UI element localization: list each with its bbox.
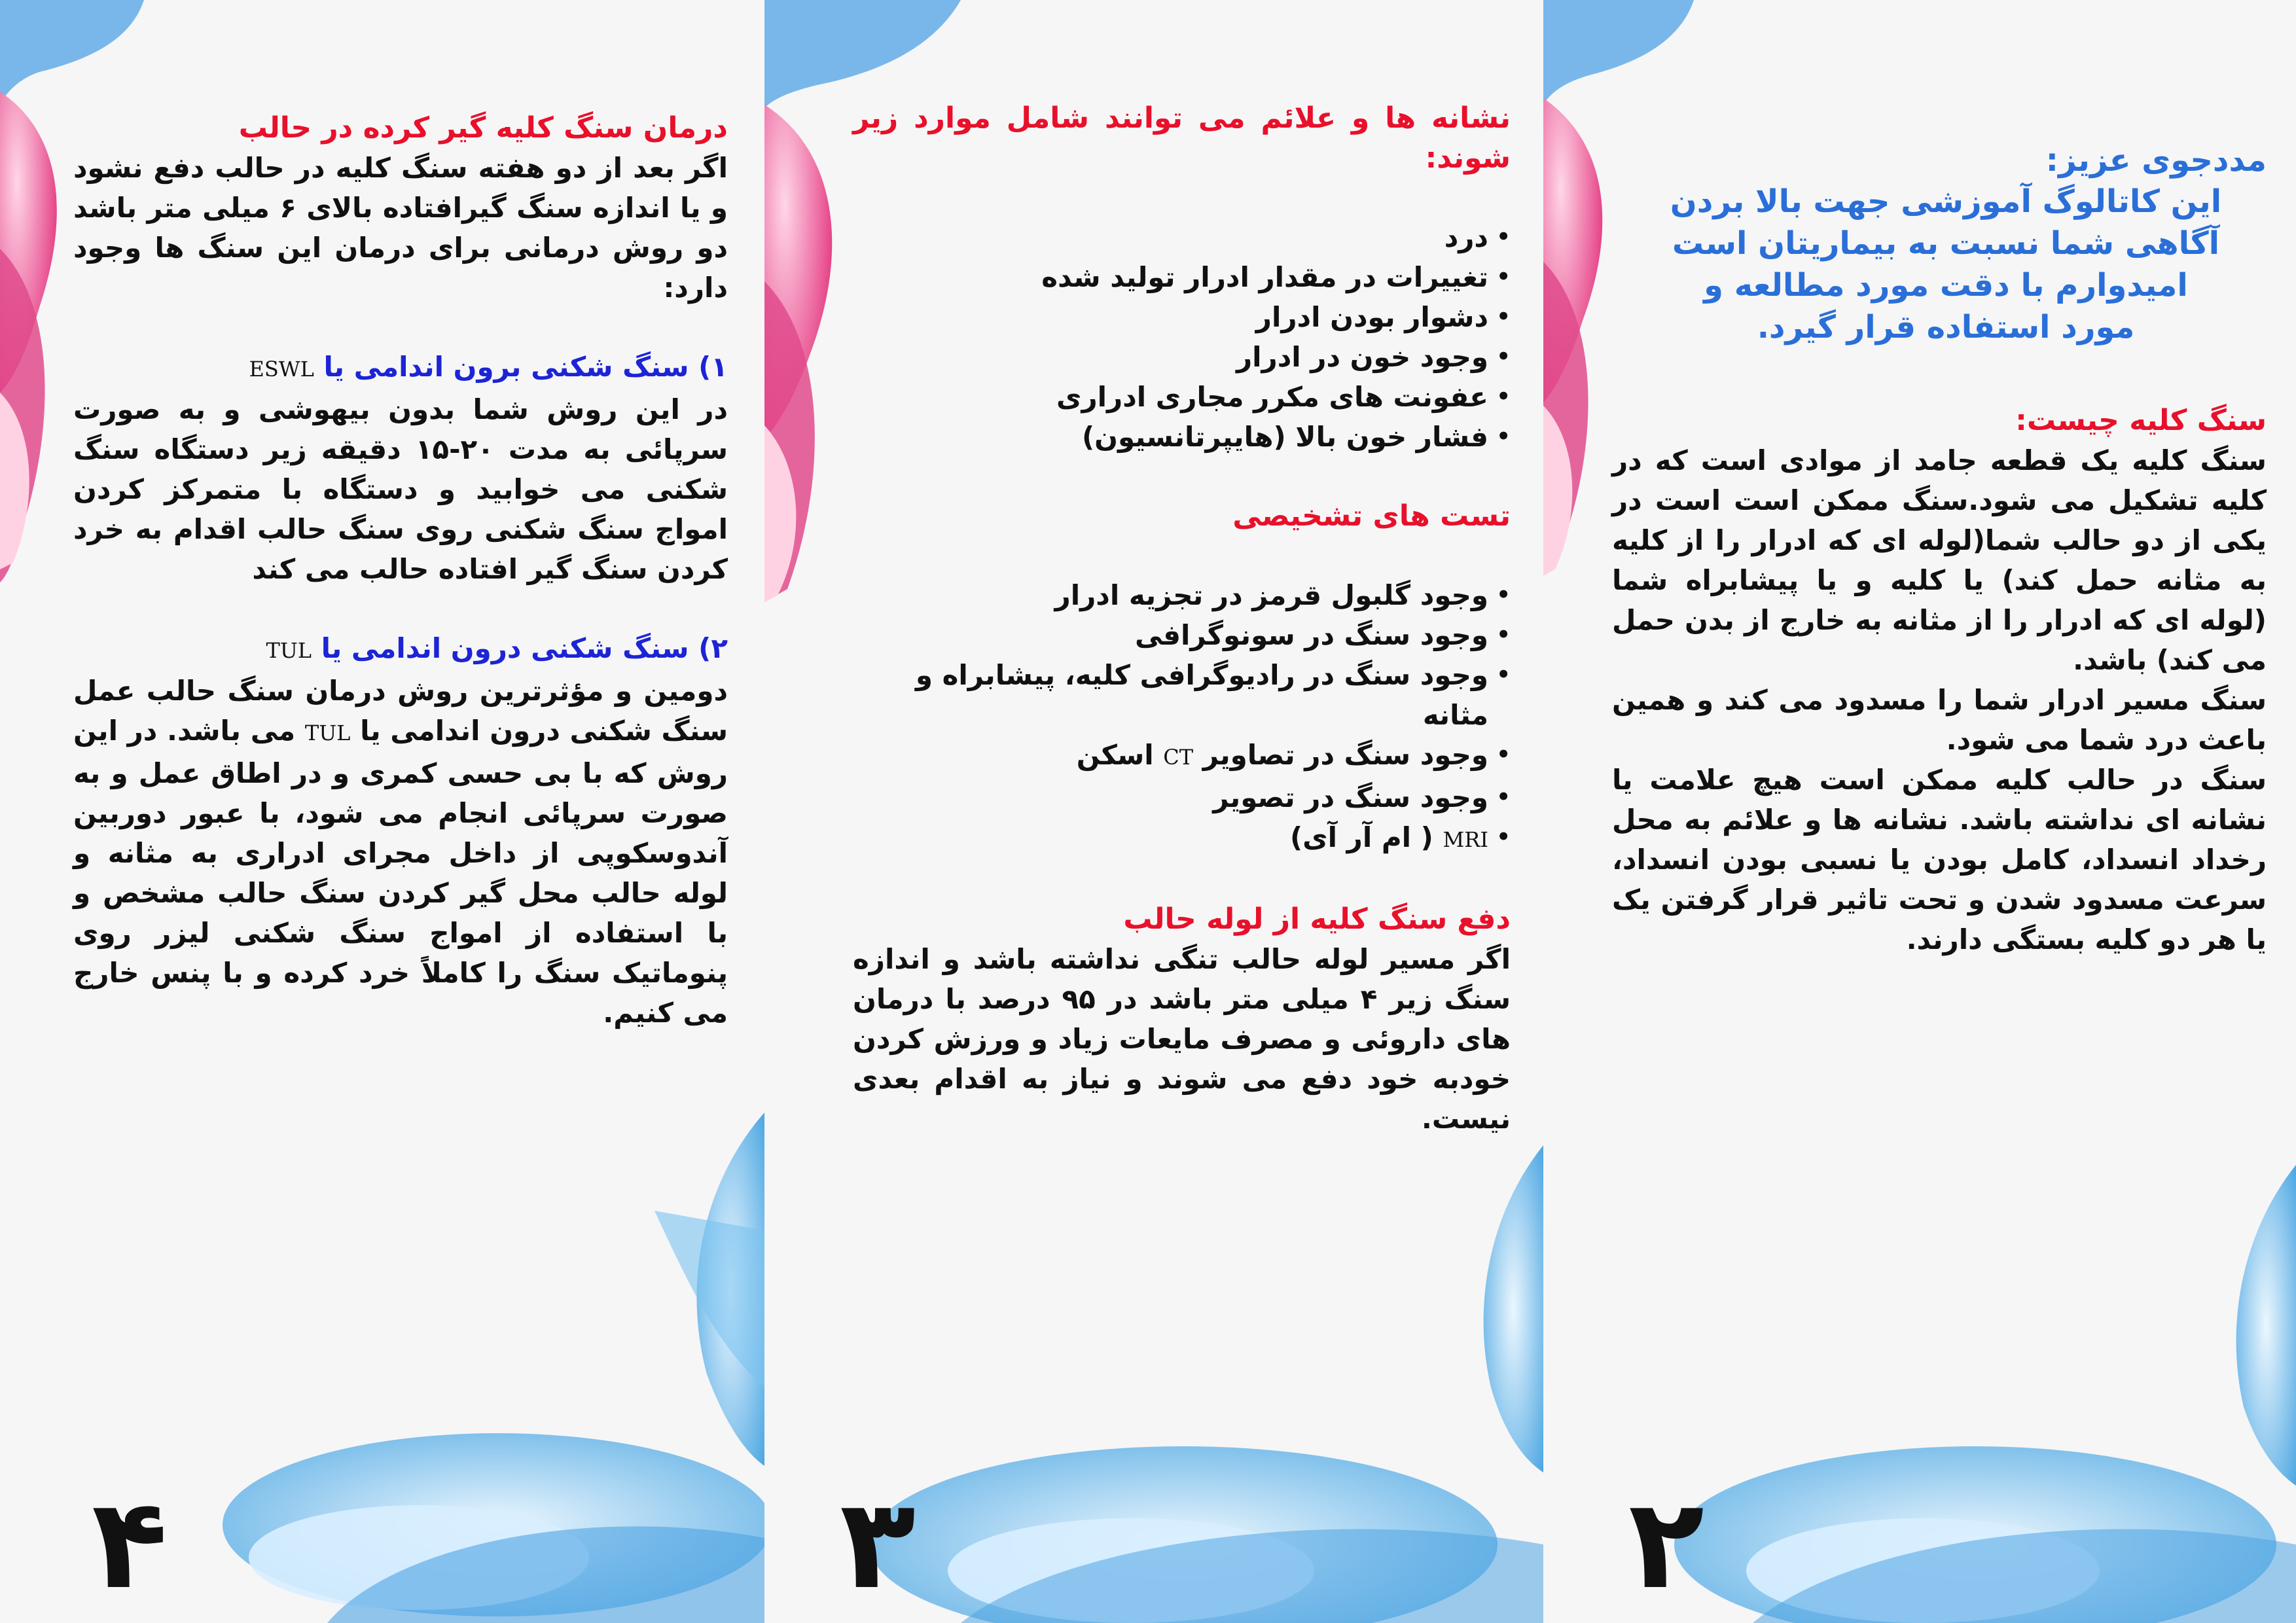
test-ct-a: وجود سنگ در تصاویر	[1202, 739, 1488, 771]
list-item: • وجود سنگ در سونوگرافی	[853, 615, 1511, 655]
panel-page-3	[764, 0, 1543, 1623]
panel-4-content	[73, 108, 728, 1033]
list-item: • وجود گلبول قرمز در تجزیه ادرار	[853, 575, 1511, 615]
test-mri-abbr: MRI	[1443, 827, 1488, 852]
method-2-title-text: سنگ شکنی درون اندامی یا	[321, 632, 689, 664]
method-2-text	[73, 671, 728, 1033]
list-item: • دشوار بودن ادرار	[853, 297, 1511, 337]
list-item	[853, 817, 1511, 860]
method-1-title	[73, 347, 728, 389]
spacer	[853, 178, 1511, 217]
greeting: مددجوی عزیز:	[2045, 142, 2267, 179]
test-ct-abbr: CT	[1163, 745, 1194, 770]
what-text-2: سنگ مسیر ادرار شما را مسدود می کند و همین باعث درد شما می شود.	[1612, 684, 2267, 756]
method-2-title	[73, 628, 728, 671]
passage-text: اگر مسیر لوله حالب تنگی نداشته باشد و اندازه سنگ زیر ۴ میلی متر باشد در ۹۵ درصد با درمان های داروئی و مصرف مایعات زیاد و ورزش کردن خودبه خود دفع می شوند و نیاز به اقدام بعدی نیست.	[853, 943, 1511, 1135]
what-text-1: سنگ کلیه یک قطعه جامد از موادی است که در کلیه تشکیل می شود.سنگ ممکن است است در یکی از دو حالب شما(لوله ای که ادرار را از کلیه به مثانه حمل کند) یا کلیه و یا پیشابراه شما (لوله ای که ادرار را از مثانه به خارج از بدن حمل می کند) باشد.	[1612, 444, 2267, 676]
spacer	[73, 308, 728, 347]
test-mri-b: ( ام آر آی)	[1289, 821, 1433, 853]
spacer	[853, 536, 1511, 575]
page-number: ۲	[1628, 1472, 1704, 1616]
list-item: • وجود سنگ در رادیوگرافی کلیه، پیشابراه و مثانه	[853, 655, 1511, 735]
method-2-abbr: TUL	[266, 638, 312, 663]
list-item: • درد	[853, 217, 1511, 257]
what-heading: سنگ کلیه چیست:	[2015, 404, 2267, 437]
spacer	[1612, 348, 2267, 401]
method-1-text: در این روش شما بدون بیهوشی و به صورت سرپائی به مدت ۲۰-۱۵ دقیقه زیر دستگاه سنگ شکنی می خوابید و دستگاه با متمرکز کردن امواج سنگ شکنی روی سنگ حالب اقدام به خرد کردن سنگ گیر افتاده حالب می کند	[73, 393, 728, 585]
panel-page-4	[0, 0, 764, 1623]
panel-page-2	[1543, 0, 2296, 1623]
spacer	[853, 457, 1511, 496]
list-item: • عفونت های مکرر مجاری ادراری	[853, 377, 1511, 417]
panel-3-content	[853, 98, 1511, 1139]
list-item: • وجود سنگ در تصویر	[853, 777, 1511, 817]
intro-text: این کاتالوگ آموزشی جهت بالا بردن آگاهی شما نسبت به بیماریتان است امیدوارم با دقت مورد مطالعه و مورد استفاده قرار گیرد.	[1670, 183, 2222, 346]
method-1-abbr: ESWL	[249, 357, 314, 382]
what-text-3: سنگ در حالب کلیه ممکن است هیچ علامت یا نشانه ای نداشته باشد. نشانه ها و علائم به محل رخداد انسداد، کامل بودن یا نسبی بودن انسداد، سرعت مسدود شدن و تحت تاثیر قرار گرفتن یک یا هر دو کلیه بستگی دارند.	[1612, 764, 2267, 955]
spacer	[853, 860, 1511, 899]
method-2-text-abbr: TUL	[304, 721, 351, 745]
symptoms-heading: نشانه ها و علائم می توانند شامل موارد زیر شوند:	[853, 101, 1511, 175]
treatment-intro: اگر بعد از دو هفته سنگ کلیه در حالب دفع نشود و یا اندازه سنگ گیرافتاده بالای ۶ میلی متر باشد دو روش درمانی برای درمان این سنگ ها وجود دارد:	[73, 152, 728, 304]
list-item	[853, 735, 1511, 777]
page-number: ۳	[840, 1472, 916, 1616]
method-1-number: ۱)	[698, 351, 728, 383]
passage-heading: دفع سنگ کلیه از لوله حالب	[1123, 902, 1511, 936]
list-item: • تغییرات در مقدار ادرار تولید شده	[853, 257, 1511, 297]
treatment-heading: درمان سنگ کلیه گیر کرده در حالب	[238, 111, 728, 145]
method-2-text-a: دومین و مؤثرترین روش درمان سنگ حالب عمل سنگ شکنی درون اندامی یا	[73, 675, 728, 747]
panel-2-content	[1612, 141, 2267, 959]
tests-heading: تست های تشخیصی	[1232, 499, 1511, 533]
spacer	[73, 589, 728, 628]
page-number: ۴	[92, 1472, 168, 1616]
list-item: • فشار خون بالا (هایپرتانسیون)	[853, 417, 1511, 457]
method-2-text-b: می باشد. در این روش که با بی حسی کمری و در اطاق عمل و به صورت سرپائی انجام می شود، با عبور دوربین آندوسکوپی از داخل مجرای ادراری به مثانه و لوله حالب محل گیر کردن سنگ حالب مشخص و با استفاده از امواج سنگ شکنی لیزر روی پنوماتیک سنگ را کاملاً خرد کرده و با پنس خارج می کنیم.	[73, 715, 728, 1029]
method-1-title-text: سنگ شکنی برون اندامی یا	[323, 351, 689, 383]
method-2-number: ۲)	[698, 632, 728, 664]
tests-list	[853, 575, 1511, 860]
test-ct-b: اسکن	[1076, 739, 1154, 771]
list-item: • وجود خون در ادرار	[853, 337, 1511, 377]
symptoms-list	[853, 217, 1511, 457]
